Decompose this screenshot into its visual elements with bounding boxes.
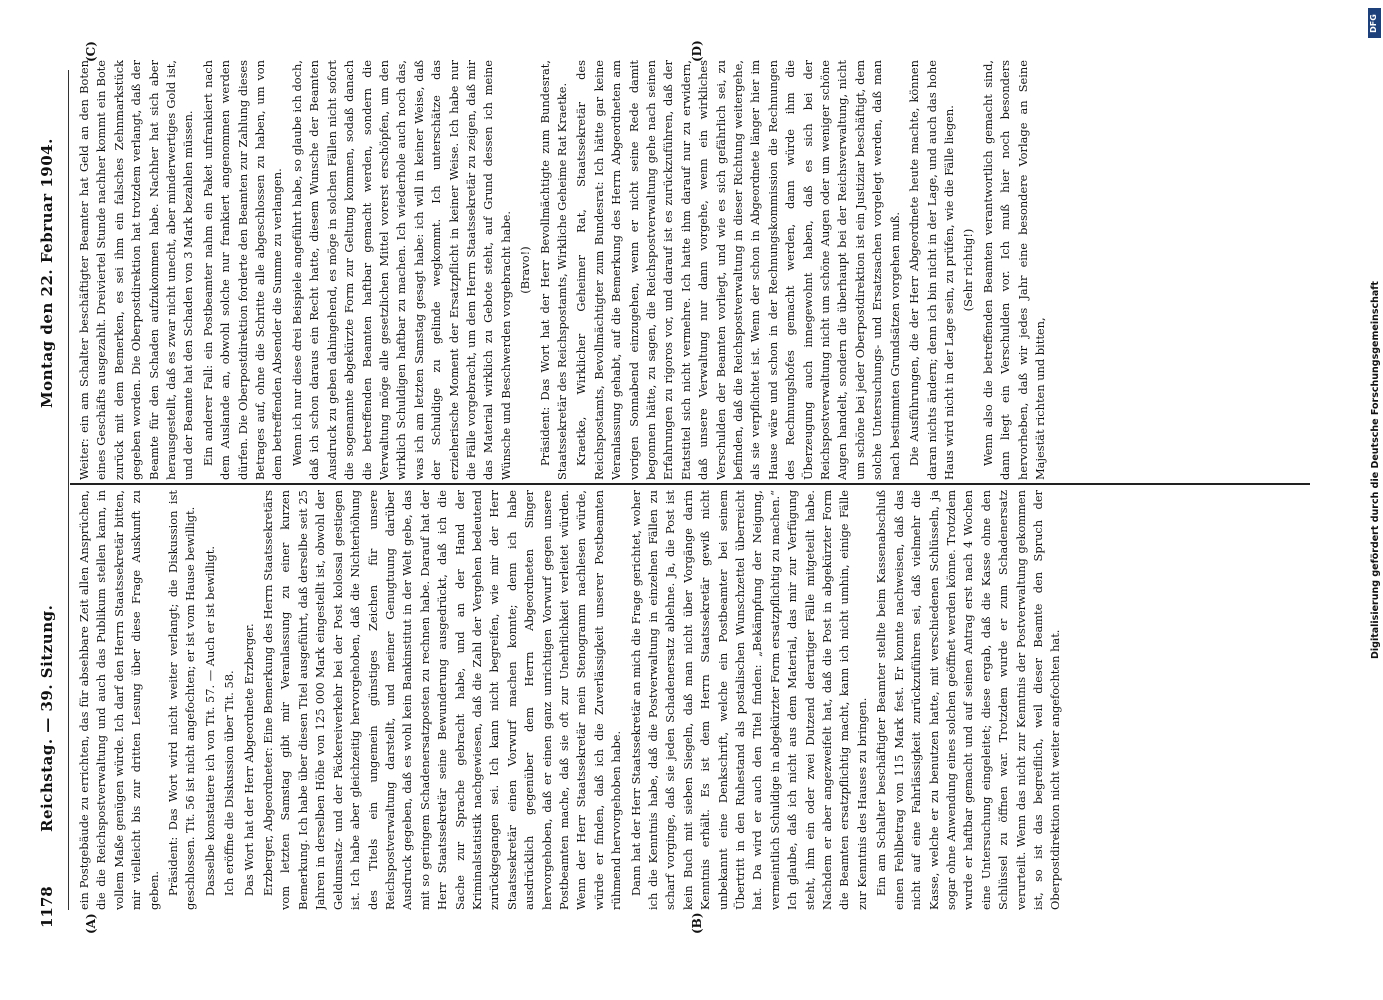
- paragraph: Dasselbe konstatiere ich von Tit. 57. — Auch er ist bewilligt.: [202, 545, 217, 896]
- margin-marker-c: (C): [84, 41, 98, 62]
- header-rule: [68, 70, 69, 910]
- paragraph: Weiter: ein am Schalter beschäftigter Beamter hat Geld an den Boten eines Geschäfts ausgezahlt. Dreiviertel Stunde nachher kommt ein Bote zurück mit dem Bemerken, es sei ihm ein falsches Zehnmarkstück gegeben worden. Die Oberpostdirektion hat trotzdem verlangt, daß der Beamte für den Schaden aufzukommen habe. Nachher hat sich aber herausgestellt, daß es zwar nicht unecht, aber minderwertiges Gold ist, und der Beamte hat den Schaden von 3 Mark bezahlen müssen.: [77, 60, 196, 480]
- paragraph: Wenn also die betreffenden Beamten verantwortlich gemacht sind, dann liegt ein Verschulden vor. Ich muß hier noch besonders hervorheben, daß wir jedes Jahr eine besondere Vorlage an Seine Majestät richten und bitten,: [980, 60, 1047, 480]
- margin-marker-d: (D): [690, 40, 704, 62]
- left-column: [76, 490, 1306, 910]
- session-date: Montag den 22. Februar 1904.: [38, 138, 56, 408]
- column-divider: [70, 483, 1310, 485]
- paragraph: Präsident: Das Wort wird nicht weiter verlangt; die Diskussion ist geschlossen. Tit. 56 ist nicht angefochten; er ist vom Hause bewilligt.: [166, 490, 198, 910]
- page-number: 1178: [38, 886, 56, 928]
- page-header: [38, 68, 62, 928]
- margin-marker-b: (B): [690, 912, 704, 934]
- paragraph: Ein am Schalter beschäftigter Beamter stellte beim Kassenabschluß einen Fehlbetrag von 115 Mark fest. Er konnte nachweisen, daß das nicht auf eine Fahrlässigkeit zurückzuführen sei, daß vielmehr die Kasse, welche er zu benutzen hatte, mit verschiedenen Schlüsseln, ja sogar ohne Anwendung eines solchen geöffnet werden könne. Trotzdem wurde er haftbar gemacht und auf seinen Antrag erst nach 4 Wochen eine Untersuchung eingeleitet; diese ergab, daß die Kasse ohne den Schlüssel zu öffnen war. Trotzdem wurde er zum Schadenersatz verurteilt. Wenn das nicht zur Kenntnis der Postverwaltung gekommen ist, so ist das begreiflich, weil dieser Beamte den Spruch der Oberpostdirektion nicht weiter angefochten hat.: [874, 490, 1063, 910]
- paragraph: Ich eröffne die Diskussion über Tit. 58.: [222, 670, 237, 896]
- paragraph: Die Ausführungen, die der Herr Abgeordnete heute machte, können daran nichts ändern; denn ich bin nicht in der Lage, und auch das hohe Haus wird nicht in der Lage sein, zu prüfen, wie die Fälle liegen.: [907, 60, 956, 480]
- section-title: Reichstag. — 39. Sitzung.: [38, 604, 56, 832]
- interjection: (Bravo!): [518, 246, 533, 294]
- paragraph: Präsident: Das Wort hat der Herr Bevollmächtigte zum Bundesrat, Staatssekretär des Reichspostamts, Wirkliche Geheime Rat Kraetke.: [537, 60, 569, 480]
- paragraph: Dann hat der Herr Staatssekretär an mich die Frage gerichtet, woher ich die Kenntnis habe, daß die Postverwaltung in einzelnen Fällen zu scharf vorginge, daß sie jeden Schadenersatz ablehne. Ja, die Post ist kein Buch mit sieben Siegeln, daß man nicht über Vorgänge darin Kenntnis erhält. Es ist dem Herrn Staatssekretär gewiß nicht unbekannt eine Denkschrift, welche ein Postbeamter bei seinem Übertritt in den Ruhestand als postalischen Wunschzettel überreicht hat. Da wird er auch den Titel finden: „Bekämpfung der Neigung, vermeintlich Schuldige in abgekürzter Form ersatzpflichtig zu machen.“ Ich glaube, daß ich nicht aus dem Material, das mir zur Verfügung steht, ihm ein oder zwei Dutzend derartiger Fälle mitgeteilt habe. Nachdem er aber angezweifelt hat, daß die Post in abgekürzter Form die Beamten ersatzpflichtig macht, kann ich nicht umhin, einige Fälle zur Kenntnis des Hauses zu bringen.: [628, 490, 869, 910]
- digitization-watermark: [1366, 0, 1383, 1000]
- paragraph: Das Wort hat der Herr Abgeordnete Erzberger.: [241, 623, 256, 896]
- dfg-logo: DFG: [1368, 8, 1381, 38]
- margin-marker-a: (A): [84, 913, 98, 934]
- paragraph: Erzberger, Abgeordneter: Eine Bemerkung des Herrn Staatssekretärs vom letzten Samstag gibt mir Veranlassung zu einer kurzen Bemerkung. Ich habe über diesen Titel ausgeführt, daß derselbe seit 25 Jahren in derselben Höhe von 125 000 Mark eingestellt ist, obwohl der Geldumsatz- und der Päckereiverkehr bei der Post kolossal gestiegen ist. Ich habe aber gleichzeitig hervorgehoben, daß die Nichterhöhung des Titels ein ungemein günstiges Zeichen für unsere Reichspostverwaltung darstellt, und meiner Genugtuung darüber Ausdruck gegeben, daß es wohl kein Bankinstitut in der Welt gebe, das mit so geringem Schadenersatzposten zu rechnen habe. Darauf hat der Herr Staatssekretär seine Bewunderung ausgedrückt, daß ich die Sache zur Sprache gebracht habe, und an der Hand der Kriminalstatistik nachgewiesen, daß die Zahl der Vergehen bedeutend zurückgegangen sei. Ich kann nicht begreifen, wie mir der Herr Staatssekretär einen Vorwurf machen konnte; denn ich habe ausdrücklich gegenüber dem Herrn Abgeordneten Singer hervorgehoben, daß er einen ganz unrichtigen Vorwurf gegen unsere Postbeamten mache, daß sie oft zur Unehrlichkeit verleitet würden. Wenn der Herr Staatssekretär mein Stenogramm nachlesen würde, würde er finden, daß ich die Zuverlässigkeit unserer Postbeamten rühmend hervorgehoben habe.: [261, 490, 624, 910]
- paragraph: Ein anderer Fall: ein Postbeamter nahm ein Paket unfrankiert nach dem Auslande an, obwohl solche nur frankiert angenommen werden dürfen. Die Oberpostdirektion forderte den Beamten zur Zahlung dieses Betrages auf, ohne die Schritte alle abgeschlossen zu haben, um von dem betreffenden Absender die Summe zu verlangen.: [200, 60, 285, 480]
- paragraph: Wenn ich nur diese drei Beispiele angeführt habe, so glaube ich doch, daß ich schon daraus ein Recht hatte, diesem Wunsche der Beamten Ausdruck zu geben dahingehend, es möge in solchen Fällen nicht sofort die sogenannte abgekürzte Form zur Geltung kommen, sodaß danach die betreffenden Beamten haftbar gemacht werden, sondern die Verwaltung möge alle gesetzlichen Mittel vorerst erschöpfen, um den wirklich Schuldigen haftbar zu machen. Ich wiederhole auch noch das, was ich am letzten Samstag gesagt habe: ich will in keiner Weise, daß der Schuldige zu gelinde wegkommt. Ich unterschätze das erzieherische Moment der Ersatzpflicht in keiner Weise. Ich habe nur die Fälle vorgebracht, um dem Herrn Staatssekretär zu zeigen, daß mir das Material wirklich zu Gebote steht, auf Grund dessen ich meine Wünsche und Beschwerden vorgebracht habe.: [289, 60, 513, 480]
- watermark-text: Digitalisierung gefördert durch die Deutsche Forschungsgemeinschaft: [1370, 281, 1381, 659]
- paragraph: ein Postgebäude zu errichten, das für absehbare Zeit allen Ansprüchen, die die Reichspostverwaltung und auch das Publikum stellen kann, in vollem Maße genügen würde. Ich darf den Herrn Staatssekretär bitten, mir vielleicht bis zur dritten Lesung über diese Frage Auskunft zu geben.: [77, 490, 161, 910]
- interjection: (Sehr richtig!): [961, 228, 976, 312]
- paragraph: Kraetke, Wirklicher Geheimer Rat, Staatssekretär des Reichspostamts, Bevollmächtigter zum Bundesrat: Ich hätte gar keine Veranlassung gehabt, auf die Bemerkung des Herrn Abgeordneten am vorigen Sonnabend einzugehen, wenn er nicht seine Rede damit begonnen hätte, zu sagen, die Reichspostverwaltung gehe nach seinen Erfahrungen zu rigoros vor, und darauf ist es zurückzuführen, daß der Etatstitel sich nicht vermehre. Ich hatte ihm darauf nur zu erwidern, daß unsere Verwaltung nur dann vorgehe, wenn ein wirkliches Verschulden der Beamten vorliegt, und wie es sich gefährlich sei, zu befinden, daß die Reichspostverwaltung in dieser Richtung weitergehe, als sie verpflichtet ist. Wenn der schon in Abgeordnete länger hier im Hause wäre und schon in der Rechnungskommission die Rechnungen des Rechnungshofes gemacht werden, dann würde ihm die Überzeugung auch innegewohnt haben, daß es sich bei der Reichspostverwaltung nicht um schöne Augen oder um weniger schöne Augen handelt, sondern die überhaupt bei der Reichsverwaltung, nicht um schöne bei jeder Oberpostdirektion ist ein Justiziar beschäftigt, dem solche Untersuchungs- und Ersatzsachen vorgelegt werden, daß man nach bestimmten Grundsätzen vorgehen muß.: [574, 60, 902, 480]
- right-column: [76, 60, 1306, 480]
